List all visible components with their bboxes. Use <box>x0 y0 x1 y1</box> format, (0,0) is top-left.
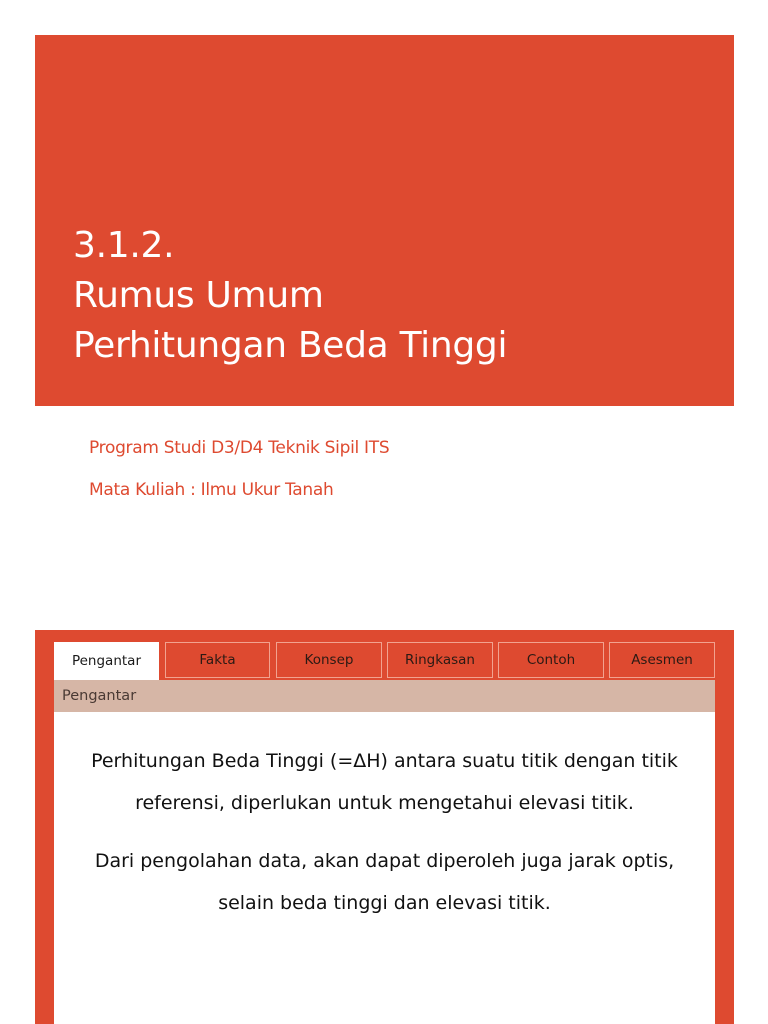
section-heading: Pengantar <box>62 688 137 704</box>
section-content <box>54 712 715 1024</box>
program-subtitle: Program Studi D3/D4 Teknik Sipil ITS <box>89 438 390 458</box>
slide-title-line-2: Perhitungan Beda Tinggi <box>73 325 508 366</box>
course-subtitle: Mata Kuliah : Ilmu Ukur Tanah <box>89 480 334 500</box>
tab-konsep[interactable]: Konsep <box>276 642 382 678</box>
content-paragraph: Dari pengolahan data, akan dapat diperoleh juga jarak optis, selain beda tinggi dan elevasi titik. <box>94 850 675 914</box>
tab-fakta[interactable]: Fakta <box>165 642 270 678</box>
content-panel <box>35 630 734 1024</box>
slide-title-number: 3.1.2. <box>73 225 175 266</box>
tab-ringkasan[interactable]: Ringkasan <box>387 642 493 678</box>
title-block <box>35 35 734 406</box>
section-heading-bar <box>54 680 715 712</box>
slide-title <box>73 221 507 371</box>
content-paragraph: Perhitungan Beda Tinggi (=ΔH) antara suatu titik dengan titik referensi, diperlukan untuk mengetahui elevasi titik. <box>91 750 678 814</box>
tab-pengantar[interactable]: Pengantar <box>54 642 159 680</box>
tab-asesmen[interactable]: Asesmen <box>609 642 715 678</box>
tab-contoh[interactable]: Contoh <box>498 642 604 678</box>
slide-title-line-1: Rumus Umum <box>73 275 324 316</box>
